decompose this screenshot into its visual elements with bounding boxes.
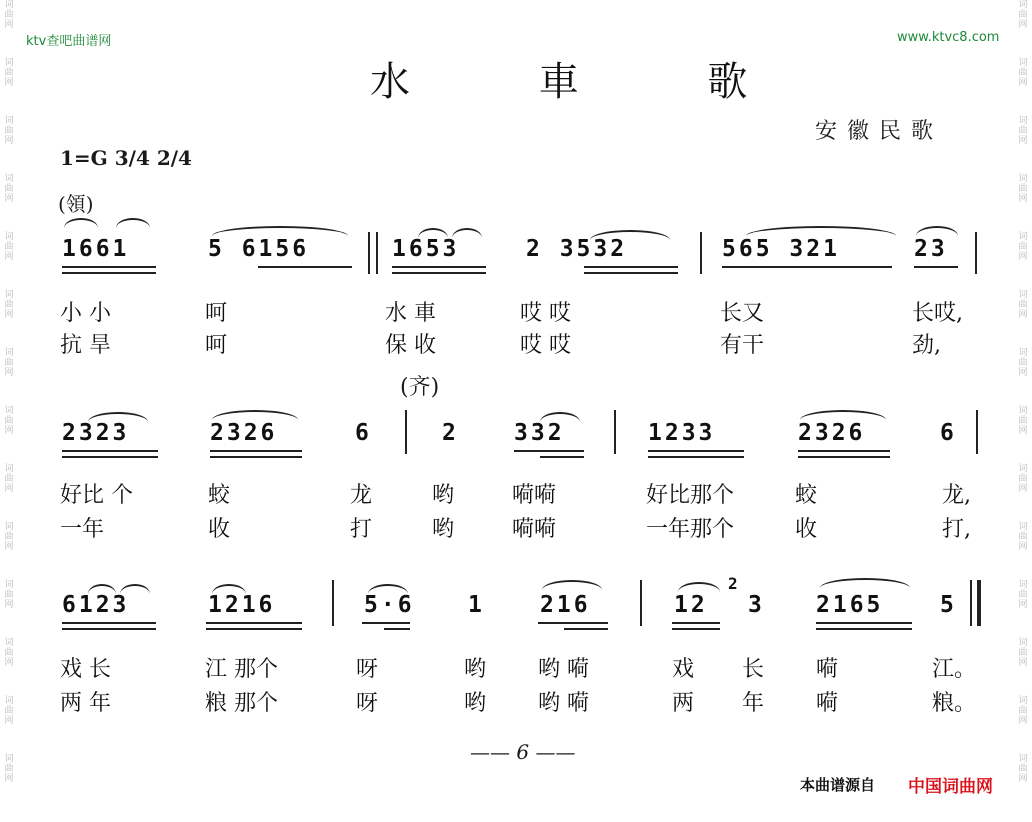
watermark-char: 网 [1018,716,1028,726]
lyric-verse-1: 哟 [432,483,455,508]
watermark-char: 词 [4,58,14,68]
watermark-gap [1016,726,1030,754]
watermark-gap [1016,262,1030,290]
lyric-verse-2: 两 [672,691,695,716]
bar-line [640,580,642,626]
bar-line [376,232,378,274]
watermark-char: 词 [1018,754,1028,764]
watermark-char: 词 [1018,522,1028,532]
watermark-char: 词 [4,464,14,474]
watermark-char: 网 [1018,310,1028,320]
lyric-verse-2: 劲, [912,333,941,358]
watermark-char: 网 [4,20,14,30]
lyric-verse-2: 呵 [205,333,228,358]
watermark-char: 网 [1018,194,1028,204]
lyric-verse-2: 哎 哎 [520,333,571,358]
watermark-char: 网 [4,658,14,668]
note-group: 2323 [62,420,130,446]
watermark-char: 词 [1018,0,1028,10]
watermark-char: 词 [4,638,14,648]
note-group: 6123 [62,592,130,618]
lyric-verse-2: 有干 [720,333,765,358]
lyric-verse-1: 好比那个 [646,483,735,508]
watermark-gap [2,204,16,232]
lyric-verse-1: 龙, [942,483,971,508]
watermark-gap [1016,784,1030,812]
watermark-char: 网 [1018,368,1028,378]
underline-mark [584,266,678,268]
watermark-gap [2,552,16,580]
watermark-char: 词 [4,116,14,126]
lyric-verse-1: 呀 [356,657,379,682]
lyric-verse-1: 长哎, [912,301,963,326]
site-link-left[interactable]: ktv查吧曲谱网 [26,34,112,49]
watermark-gap [1016,552,1030,580]
note-group: 2 3532 [526,236,628,262]
underline-mark [206,628,302,630]
watermark-char: 网 [4,368,14,378]
underline-mark [816,628,912,630]
watermark-char: 曲 [1018,706,1028,716]
lyric-verse-1: 戏 [672,657,695,682]
lyric-verse-2: 哟 [432,517,455,542]
watermark-char: 曲 [1018,184,1028,194]
underline-mark [62,272,156,274]
slur-mark [820,578,910,588]
underline-mark [538,622,608,624]
watermark-char: 词 [1018,232,1028,242]
watermark-char: 曲 [1018,358,1028,368]
page-number: —— 6 —— [470,740,576,764]
watermark-char: 曲 [1018,648,1028,658]
lyric-verse-1: 小 小 [60,301,111,326]
watermark-char: 词 [1018,696,1028,706]
watermark-char: 词 [1018,464,1028,474]
lyric-verse-2: 一年 [60,517,105,542]
watermark-char: 曲 [4,126,14,136]
underline-mark [914,266,958,268]
watermark-char: 词 [4,406,14,416]
watermark-gap [1016,436,1030,464]
underline-mark [62,450,158,452]
watermark-column-left [2,0,16,822]
lyric-verse-1: 江 那个 [205,657,278,682]
watermark-gap [1016,320,1030,348]
note-group: 2 [442,420,459,446]
bar-line [700,232,702,274]
lyric-verse-2: 抗 旱 [60,333,111,358]
slur-mark [746,226,896,236]
lyric-verse-1: 嗬 [816,657,839,682]
lyric-verse-2: 两 年 [60,691,111,716]
watermark-char: 网 [4,774,14,784]
song-region: 安徽民歌 [815,119,944,144]
watermark-char: 曲 [1018,300,1028,310]
note-group: 5·6 [364,592,415,618]
lyric-verse-1: 呵 [205,301,228,326]
note-group: 5 [940,592,957,618]
watermark-char: 网 [1018,78,1028,88]
lyric-verse-2: 收 [208,517,231,542]
underline-mark [648,456,744,458]
lyric-verse-2: 哟 [464,691,487,716]
watermark-char: 曲 [1018,242,1028,252]
note-group: 12 [674,592,708,618]
note-group: 565 321 [722,236,840,262]
bar-line [970,580,972,626]
lyric-verse-2: 一年那个 [646,517,735,542]
watermark-gap [2,726,16,754]
note-group: 6 [940,420,957,446]
watermark-char: 曲 [4,590,14,600]
underline-mark [672,622,720,624]
slur-mark [212,584,246,594]
bar-line [368,232,370,274]
watermark-char: 网 [1018,252,1028,262]
note-group: 1661 [62,236,130,262]
lead-mark: (領) [58,192,94,216]
watermark-gap [1016,378,1030,406]
watermark-gap [1016,668,1030,696]
watermark-char: 网 [1018,20,1028,30]
underline-mark [392,266,486,268]
watermark-char: 曲 [1018,68,1028,78]
watermark-gap [2,610,16,638]
watermark-gap [1016,494,1030,522]
watermark-char: 曲 [4,532,14,542]
underline-mark [210,450,302,452]
lyric-verse-2: 打 [350,517,373,542]
watermark-char: 网 [4,426,14,436]
lyric-verse-2: 嗬嗬 [512,517,557,542]
watermark-char: 网 [1018,136,1028,146]
watermark-gap [2,668,16,696]
watermark-char: 词 [4,232,14,242]
note-group: 2326 [798,420,866,446]
watermark-gap [2,146,16,174]
watermark-char: 网 [1018,774,1028,784]
watermark-char: 曲 [1018,126,1028,136]
underline-mark [62,456,158,458]
watermark-char: 词 [4,348,14,358]
underline-mark [206,622,302,624]
underline-mark [62,622,156,624]
watermark-gap [2,88,16,116]
chorus-mark: (齐) [400,375,440,400]
underline-mark [514,450,584,452]
underline-mark [722,266,892,268]
underline-mark [564,628,608,630]
watermark-char: 曲 [1018,532,1028,542]
lyric-verse-1: 龙 [350,483,373,508]
watermark-char: 网 [1018,484,1028,494]
lyric-verse-1: 水 車 [385,301,436,326]
watermark-gap [2,30,16,58]
lyric-verse-2: 打, [942,517,971,542]
slur-mark [542,580,602,590]
note-group: 3 [748,592,765,618]
lyric-verse-2: 粮。 [932,691,977,716]
watermark-char: 词 [4,580,14,590]
watermark-char: 曲 [4,706,14,716]
watermark-char: 词 [4,0,14,10]
underline-mark [672,628,720,630]
watermark-char: 曲 [4,10,14,20]
note-group: 5 6156 [208,236,310,262]
watermark-char: 词 [4,754,14,764]
note-group: 332 [514,420,565,446]
note-group: 2326 [210,420,278,446]
watermark-char: 曲 [4,184,14,194]
source-brand-link[interactable]: 中国词曲网 [908,777,993,797]
underline-mark [584,272,678,274]
lyric-verse-1: 长 [742,657,765,682]
lyric-verse-2: 保 收 [385,333,436,358]
lyric-verse-1: 戏 长 [60,657,111,682]
lyric-verse-1: 哟 [464,657,487,682]
underline-mark [258,266,352,268]
watermark-char: 曲 [1018,764,1028,774]
watermark-gap [1016,204,1030,232]
underline-mark [798,456,890,458]
watermark-char: 词 [1018,174,1028,184]
slur-mark [368,584,408,594]
underline-mark [62,266,156,268]
watermark-char: 词 [4,174,14,184]
watermark-gap [1016,146,1030,174]
lyric-verse-1: 嗬嗬 [512,483,557,508]
lyric-verse-2: 呀 [356,691,379,716]
watermark-gap [2,436,16,464]
watermark-char: 网 [1018,600,1028,610]
lyric-verse-1: 蛟 [208,483,231,508]
watermark-char: 曲 [4,764,14,774]
watermark-char: 网 [4,716,14,726]
watermark-char: 网 [4,136,14,146]
lyric-verse-2: 年 [742,691,765,716]
watermark-char: 网 [4,78,14,88]
note-group: 1 [468,592,485,618]
slur-mark [64,218,98,228]
watermark-char: 词 [4,290,14,300]
watermark-char: 网 [4,252,14,262]
watermark-gap [2,494,16,522]
lyric-verse-1: 蛟 [795,483,818,508]
site-link-right[interactable]: www.ktvc8.com [897,30,1000,45]
watermark-char: 曲 [4,648,14,658]
watermark-gap [1016,610,1030,638]
note-group: 1233 [648,420,716,446]
bar-line [976,410,978,454]
song-title: 水 車 歌 [370,59,806,105]
watermark-char: 词 [4,696,14,706]
watermark-char: 曲 [1018,416,1028,426]
watermark-char: 词 [1018,290,1028,300]
watermark-char: 网 [4,542,14,552]
watermark-gap [1016,30,1030,58]
underline-mark [384,628,410,630]
slur-mark [120,584,150,594]
lyric-verse-1: 江。 [932,657,977,682]
lyric-verse-2: 收 [795,517,818,542]
watermark-char: 曲 [4,416,14,426]
underline-mark [540,456,584,458]
watermark-gap [2,784,16,812]
watermark-char: 曲 [4,358,14,368]
bar-line [614,410,616,454]
bar-line [405,410,407,454]
underline-mark [392,272,486,274]
watermark-gap [2,262,16,290]
note-group: 23 [914,236,948,262]
slur-mark [212,410,298,420]
note-group: 2165 [816,592,884,618]
watermark-gap [2,378,16,406]
underline-mark [362,622,410,624]
slur-mark [88,584,116,594]
slur-mark [800,410,886,420]
slur-mark [916,226,958,236]
watermark-char: 曲 [1018,10,1028,20]
slur-mark [116,218,150,228]
note-group: 1216 [208,592,276,618]
watermark-char: 网 [4,600,14,610]
slur-mark [590,230,670,240]
watermark-char: 词 [1018,580,1028,590]
watermark-char: 词 [1018,406,1028,416]
lyric-verse-1: 好比 个 [60,483,133,508]
watermark-char: 网 [1018,426,1028,436]
watermark-char: 曲 [1018,590,1028,600]
watermark-char: 网 [4,484,14,494]
slur-mark [418,228,448,238]
watermark-char: 词 [1018,638,1028,648]
source-label: 本曲谱源自 [800,776,876,794]
watermark-gap [1016,88,1030,116]
watermark-char: 曲 [4,68,14,78]
underline-mark [648,450,744,452]
lyric-verse-2: 粮 那个 [205,691,278,716]
watermark-char: 词 [1018,348,1028,358]
slur-mark [88,412,148,422]
note-group: 6 [355,420,372,446]
watermark-char: 网 [4,194,14,204]
bar-line [975,232,977,274]
watermark-char: 网 [1018,542,1028,552]
lyric-verse-2: 哟 嗬 [538,691,589,716]
watermark-char: 词 [1018,116,1028,126]
lyric-verse-1: 长又 [720,301,765,326]
bar-line [332,580,334,626]
watermark-char: 网 [4,310,14,320]
watermark-char: 曲 [4,242,14,252]
slur-mark [540,412,580,422]
watermark-char: 曲 [4,300,14,310]
note-group: 1653 [392,236,460,262]
watermark-char: 词 [4,522,14,532]
note-group: 216 [540,592,591,618]
lyric-verse-1: 哎 哎 [520,301,571,326]
underline-mark [62,628,156,630]
slur-mark [212,226,348,236]
key-signature: 1=G 3/4 2/4 [60,146,192,170]
underline-mark [210,456,302,458]
final-bar-line [977,580,981,626]
grace-note: 2 [728,574,741,593]
lyric-verse-1: 哟 嗬 [538,657,589,682]
lyric-verse-2: 嗬 [816,691,839,716]
watermark-gap [2,320,16,348]
watermark-char: 曲 [4,474,14,484]
underline-mark [816,622,912,624]
slur-mark [678,582,720,592]
slur-mark [452,228,482,238]
underline-mark [798,450,890,452]
watermark-char: 词 [1018,58,1028,68]
watermark-column-right [1016,0,1030,822]
watermark-char: 曲 [1018,474,1028,484]
watermark-char: 网 [1018,658,1028,668]
